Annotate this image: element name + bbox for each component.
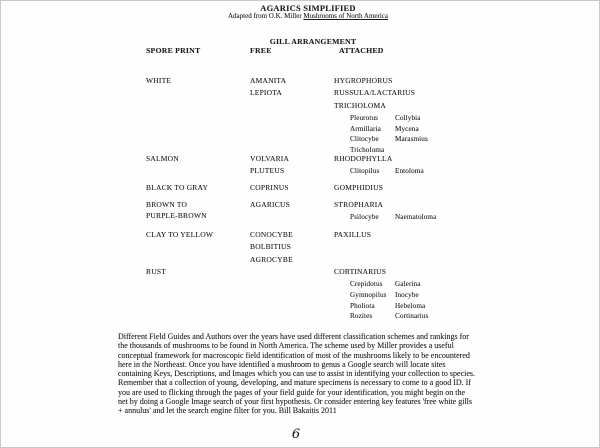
genus-pair-row [350,301,504,312]
text-line: COPRINUS [250,183,289,192]
text-line: PURPLE-BROWN [146,211,207,220]
genus-name: Naematoloma [395,213,437,222]
page-title: AGARICS SIMPLIFIED [260,3,356,13]
genus-name: Rozites [350,312,373,321]
spore-print-cell [146,199,244,221]
attached-genera-cell [334,229,504,241]
genus-name: Pholiota [350,301,375,310]
spore-print-cell [146,266,244,277]
text-line: LEPIOTA [250,88,283,98]
attached-sub-genera [350,212,504,223]
genus-name: Mycena [395,124,419,133]
subtitle-book-title: Mushrooms of North America [303,12,388,20]
attached-main-genera [334,153,504,165]
text-line: RUSSULA/LACTARIUS [334,88,416,98]
free-genera-cell [250,153,334,178]
genus-name: Clitopilus [350,167,380,176]
free-genera-cell [250,182,334,194]
free-genera-cell [250,75,334,100]
page-subtitle [17,12,599,20]
column-header-spore-print: SPORE PRINT [146,46,201,55]
genus-name: Gymnopilus [350,291,387,299]
text-line: CLAY TO YELLOW [146,230,214,239]
spore-print-cell [146,75,244,86]
genus-pair-row [350,311,504,322]
body-paragraph: Different Field Guides and Authors over the years have used different classification schemes and rankings for the thousands of mushrooms to be found in North America. The scheme used by Miller provides a useful conceptual framework for macroscopic field identification of most of the mushrooms likely to be encountered here in the Northeast. Once you have identified a mushroom to genus a Google search will locate sites containing Keys, Descriptions, and Images which you can use to assist in identifying your collection to species. Remember that a collection of young, developing, and mature specimens is necessary to come to a good ID. If you are used to flicking through the pages of your field guide for your identification, you might begin on the net by doing a Google Image search of your first hypothesis. Or consider entering key features 'free white gills + annulus' and let the search engine filter for you. Bill Bakaitis 2011 [118,332,476,415]
attached-main-genera [334,229,504,241]
text-line: BOLBITIUS [250,242,291,252]
genus-name: Psilocybe [350,213,379,222]
text-line: SALMON [146,154,179,163]
genus-name: Pleurotus [350,114,379,123]
text-line: BROWN TO [146,200,188,209]
subtitle-prefix: Adapted from O.K. Miller [227,12,304,20]
text-line: GOMPHIDIUS [334,183,384,192]
genus-pair-row [350,166,504,177]
text-line: CORTINARIUS [334,267,387,276]
column-header-attached: ATTACHED [339,46,384,55]
attached-sub-genera [350,166,504,177]
attached-genera-cell [334,199,504,223]
page-number: 6 [291,427,301,442]
attached-genera-cell [334,75,504,156]
genus-name: Entoloma [395,167,424,176]
attached-main-genera [334,182,504,194]
text-line: AGROCYBE [250,254,293,264]
genus-pair-row [350,279,504,290]
text-line: HYGROPHORUS [334,76,393,85]
attached-main-genera [334,266,504,278]
free-genera-cell [250,229,334,266]
text-line: BLACK TO GRAY [146,183,209,192]
free-genera-cell [250,199,334,211]
attached-main-genera [334,75,504,112]
text-line: PAXILLUS [334,230,372,239]
genus-pair-row [350,113,504,124]
text-line: WHITE [146,76,172,85]
text-line: CONOCYBE [250,230,293,239]
genus-name: Armillaria [350,124,381,133]
text-line: AMANITA [250,76,287,85]
genus-name: Collybia [395,114,421,123]
attached-sub-genera [350,113,504,155]
genus-name: Clitocybe [350,135,379,144]
attached-genera-cell [334,266,504,322]
text-line: RHODOPHYLLA [334,154,393,163]
column-header-free: FREE [250,46,272,55]
text-line: STROPHARIA [334,200,384,209]
text-line: TRICHOLOMA [334,100,386,110]
genus-pair-row [350,124,504,135]
genus-name: Tricholoma [350,146,385,154]
spore-print-cell [146,229,244,240]
text-line: PLUTEUS [250,166,285,176]
genus-name: Marasmius [395,135,428,144]
text-line: AGARICUS [250,200,290,209]
genus-name: Hebeloma [395,301,426,310]
genus-name: Galerina [395,280,421,289]
spore-print-cell [146,182,244,193]
spore-print-cell [146,153,244,164]
text-line: VOLVARIA [250,154,290,163]
genus-name: Crepidotus [350,280,383,289]
attached-genera-cell [334,182,504,194]
attached-genera-cell [334,153,504,177]
genus-name: Cortinarius [395,312,429,321]
attached-main-genera [334,199,504,211]
genus-pair-row [350,134,504,145]
attached-sub-genera [350,279,504,321]
text-line: RUST [146,267,166,276]
genus-pair-row [350,290,504,301]
genus-name: Inocybe [395,291,419,299]
genus-pair-row [350,212,504,223]
column-group-header-gill-arrangement: GILL ARRANGEMENT [269,37,357,46]
